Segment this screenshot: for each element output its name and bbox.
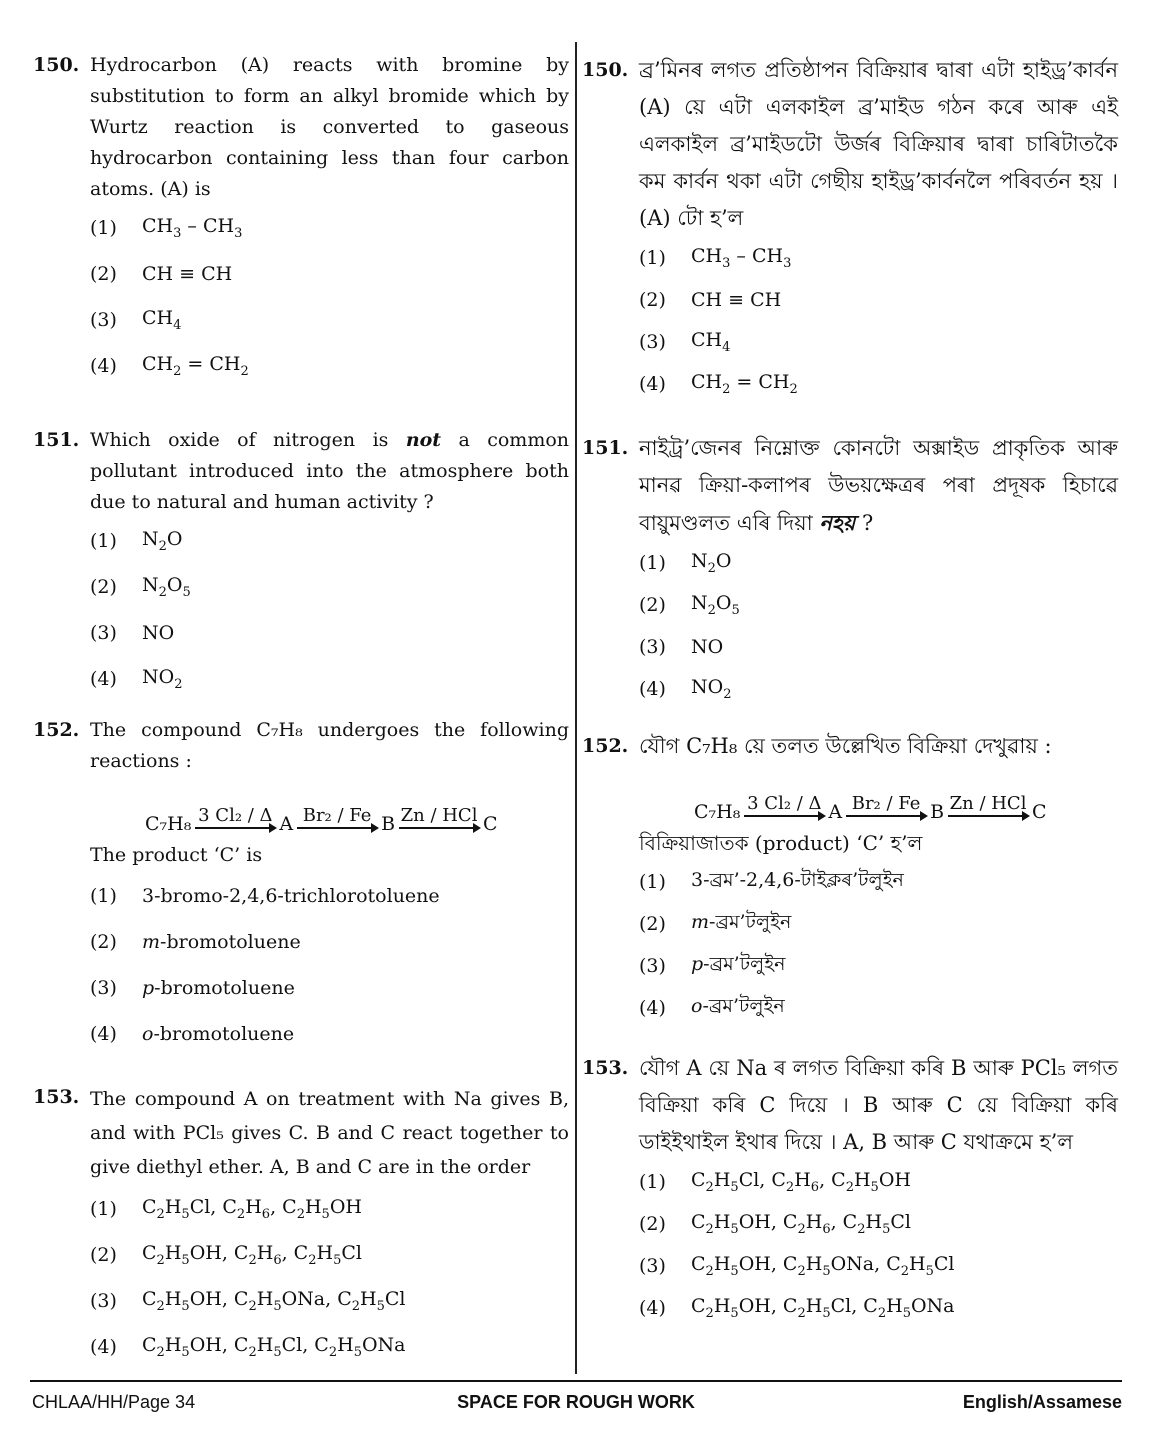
question-number: 152. xyxy=(33,719,80,741)
option-3 xyxy=(639,626,1118,668)
option-number: (4) xyxy=(90,668,117,690)
option-text: $N_2O_5$ xyxy=(691,592,740,618)
question-152 xyxy=(582,728,1118,1029)
question-150 xyxy=(33,50,569,389)
options-list xyxy=(639,542,1118,710)
reaction-arrow xyxy=(846,793,926,817)
option-number: (3) xyxy=(639,636,666,658)
option-number: (3) xyxy=(90,977,117,999)
intermediate: B xyxy=(381,813,396,835)
reaction-arrow xyxy=(195,805,275,829)
reactant: C₇H₈ xyxy=(145,813,192,835)
option-number: (1) xyxy=(639,1171,666,1193)
option-text: m-bromotoluene xyxy=(142,931,301,953)
arrow-line xyxy=(948,815,1028,817)
option-text: CH ≡ CH xyxy=(142,263,233,285)
question-stem xyxy=(90,425,569,518)
question-stem: যৌগ C₇H₈ য়ে তলত উল্লেখিত বিক্ৰিয়া দেখুৱায় : xyxy=(639,734,1052,758)
option-text: o-ব্ৰম’টলুইন xyxy=(691,995,785,1017)
option-number: (1) xyxy=(639,552,666,574)
option-2 xyxy=(639,903,1118,945)
option-1 xyxy=(90,518,569,564)
reagent-label: 3 Cl₂ / Δ xyxy=(198,805,273,826)
question-stem: যৌগ A য়ে Na ৰ লগত বিক্ৰিয়া কৰি B আৰু PCl₅ লগত বিক্ৰিয়া কৰি C দিয়ে । B আৰু C য়ে বিক্ৰিয়া কৰি ডাইইথাইল ইথাৰ দিয়ে । A, B আৰু C যথাক্ৰমে হ’ল xyxy=(639,1056,1118,1154)
option-number: (2) xyxy=(639,913,666,935)
question-152 xyxy=(33,715,569,1057)
options-list xyxy=(90,205,569,389)
intermediate: B xyxy=(930,801,945,823)
product-prompt: বিক্ৰিয়াজাতক (product) ‘C’ হ’ল xyxy=(639,831,923,855)
option-text: m-ব্ৰম’টলুইন xyxy=(691,911,792,933)
option-3 xyxy=(90,965,569,1011)
reaction-scheme xyxy=(694,773,1118,823)
option-2 xyxy=(90,564,569,610)
reaction-scheme xyxy=(145,785,569,835)
option-text: $NO_2$ xyxy=(142,666,183,692)
option-4 xyxy=(639,1287,1118,1329)
question-153 xyxy=(33,1082,569,1370)
column-divider xyxy=(575,42,577,1374)
option-number: (2) xyxy=(639,289,666,311)
page-code: CHLAA/HH/Page 34 xyxy=(32,1392,196,1412)
intermediate: A xyxy=(828,801,843,823)
reagent-label: Br₂ / Fe xyxy=(851,793,921,814)
option-2 xyxy=(639,1203,1118,1245)
question-150 xyxy=(582,52,1118,405)
option-number: (3) xyxy=(639,1255,666,1277)
option-number: (4) xyxy=(90,1336,117,1358)
page-footer xyxy=(30,1380,1122,1432)
option-text: $CH_2 = CH_2$ xyxy=(691,371,798,397)
options-list xyxy=(639,1161,1118,1329)
product-prompt: The product ‘C’ is xyxy=(90,844,263,866)
option-text: $CH_4$ xyxy=(691,329,731,355)
option-3 xyxy=(639,1245,1118,1287)
option-number: (2) xyxy=(90,1244,117,1266)
arrow-line xyxy=(297,827,377,829)
option-3 xyxy=(90,1278,569,1324)
option-number: (1) xyxy=(90,530,117,552)
option-number: (2) xyxy=(90,931,117,953)
option-text: CH ≡ CH xyxy=(691,289,782,311)
question-number: 150. xyxy=(33,54,80,76)
option-text: 3-ব্ৰম’-2,4,6-টাইক্লৰ’টলুইন xyxy=(691,869,904,891)
option-number: (2) xyxy=(90,263,117,285)
stem-text: ? xyxy=(855,511,874,535)
option-number: (3) xyxy=(639,955,666,977)
option-number: (3) xyxy=(639,331,666,353)
stem-text: Which oxide of nitrogen is xyxy=(90,429,406,451)
stem-text: a common pollutant introduced into the atmosphere both due to natural and human activity ? xyxy=(90,429,570,513)
option-1 xyxy=(90,205,569,251)
product: C xyxy=(483,813,498,835)
option-number: (1) xyxy=(639,247,666,269)
option-text: 3-bromo-2,4,6-trichlorotoluene xyxy=(142,885,440,907)
option-text: p-ব্ৰম’টলুইন xyxy=(691,953,786,975)
reaction-arrow xyxy=(297,805,377,829)
options-list xyxy=(90,518,569,702)
option-1 xyxy=(639,542,1118,584)
option-text: $C_2H_5Cl$, $C_2H_6$, $C_2H_5OH$ xyxy=(142,1196,362,1222)
question-stem xyxy=(639,430,1118,542)
option-1 xyxy=(90,873,569,919)
option-3 xyxy=(90,610,569,656)
language-label: English/Assamese xyxy=(962,1392,1122,1412)
option-number: (2) xyxy=(639,594,666,616)
option-text: $C_2H_5OH$, $C_2H_5ONa$, $C_2H_5Cl$ xyxy=(142,1288,406,1314)
option-text: $N_2O_5$ xyxy=(142,574,191,600)
option-2 xyxy=(90,1232,569,1278)
option-4 xyxy=(90,1324,569,1370)
option-text: $C_2H_5OH$, $C_2H_5Cl$, $C_2H_5ONa$ xyxy=(142,1334,406,1360)
stem-emphasis: নহয় xyxy=(819,510,856,535)
arrow-line xyxy=(744,815,824,817)
question-151 xyxy=(582,430,1118,710)
option-text: $C_2H_5OH$, $C_2H_5ONa$, $C_2H_5Cl$ xyxy=(691,1253,955,1279)
arrow-line xyxy=(399,827,479,829)
option-number: (1) xyxy=(90,885,117,907)
option-4 xyxy=(639,668,1118,710)
option-3 xyxy=(639,321,1118,363)
option-number: (3) xyxy=(90,309,117,331)
option-2 xyxy=(639,279,1118,321)
option-text: $C_2H_5OH$, $C_2H_6$, $C_2H_5Cl$ xyxy=(142,1242,362,1268)
option-number: (1) xyxy=(90,217,117,239)
option-text: $CH_4$ xyxy=(142,307,182,333)
question-number: 151. xyxy=(582,437,629,459)
option-text: $N_2O$ xyxy=(142,528,183,554)
option-1 xyxy=(90,1186,569,1232)
option-text: NO xyxy=(691,636,724,658)
option-text: $CH_3 - CH_3$ xyxy=(142,215,243,241)
options-list xyxy=(90,873,569,1057)
option-text: p-bromotoluene xyxy=(142,977,295,999)
option-number: (1) xyxy=(90,1198,117,1220)
option-text: $CH_2 = CH_2$ xyxy=(142,353,249,379)
option-4 xyxy=(90,1011,569,1057)
option-number: (4) xyxy=(639,1297,666,1319)
option-1 xyxy=(639,237,1118,279)
question-151 xyxy=(33,425,569,702)
option-number: (2) xyxy=(90,576,117,598)
arrow-line xyxy=(846,815,926,817)
option-text: $C_2H_5Cl$, $C_2H_6$, $C_2H_5OH$ xyxy=(691,1169,911,1195)
option-1 xyxy=(639,861,1118,903)
question-number: 151. xyxy=(33,429,80,451)
option-number: (4) xyxy=(90,355,117,377)
options-list xyxy=(639,237,1118,405)
product: C xyxy=(1032,801,1047,823)
option-2 xyxy=(90,251,569,297)
option-3 xyxy=(639,945,1118,987)
arrow-line xyxy=(195,827,275,829)
option-number: (1) xyxy=(639,871,666,893)
option-number: (3) xyxy=(90,622,117,644)
reaction-arrow xyxy=(399,805,479,829)
option-text: o-bromotoluene xyxy=(142,1023,295,1045)
stem-text: নাইট্ৰ’জেনৰ নিম্নোক্ত কোনটো অক্সাইড প্ৰাকৃতিক আৰু মানৱ ক্ৰিয়া-কলাপৰ উভয়ক্ষেত্ৰৰ পৰা প্ৰদূষক হিচাৱে বায়ুমণ্ডলত এৰি দিয়া xyxy=(639,436,1118,535)
option-4 xyxy=(639,987,1118,1029)
option-4 xyxy=(90,656,569,702)
intermediate: A xyxy=(279,813,294,835)
option-number: (4) xyxy=(639,373,666,395)
options-list xyxy=(90,1186,569,1370)
option-2 xyxy=(90,919,569,965)
reagent-label: Zn / HCl xyxy=(949,793,1027,814)
option-number: (4) xyxy=(639,997,666,1019)
option-4 xyxy=(90,343,569,389)
reactant: C₇H₈ xyxy=(694,801,741,823)
option-text: $C_2H_5OH$, $C_2H_5Cl$, $C_2H_5ONa$ xyxy=(691,1295,955,1321)
option-4 xyxy=(639,363,1118,405)
reaction-arrow xyxy=(948,793,1028,817)
option-3 xyxy=(90,297,569,343)
question-number: 152. xyxy=(582,735,629,757)
question-number: 150. xyxy=(582,59,629,81)
option-number: (2) xyxy=(639,1213,666,1235)
option-number: (3) xyxy=(90,1290,117,1312)
reaction-arrow xyxy=(744,793,824,817)
question-number: 153. xyxy=(582,1057,629,1079)
stem-emphasis: not xyxy=(405,429,442,451)
option-text: $C_2H_5OH$, $C_2H_6$, $C_2H_5Cl$ xyxy=(691,1211,911,1237)
question-number: 153. xyxy=(33,1086,80,1108)
option-text: $CH_3 - CH_3$ xyxy=(691,245,792,271)
reagent-label: Br₂ / Fe xyxy=(302,805,372,826)
question-stem: The compound C₇H₈ undergoes the following reactions : xyxy=(90,719,569,772)
option-text: NO xyxy=(142,622,175,644)
option-1 xyxy=(639,1161,1118,1203)
question-stem: Hydrocarbon (A) reacts with bromine by substitution to form an alkyl bromide which by Wurtz reaction is converted to gaseous hydrocarbon containing less than four carbon atoms. (A) is xyxy=(90,54,569,200)
question-stem: ব্ৰ’মিনৰ লগত প্ৰতিষ্ঠাপন বিক্ৰিয়াৰ দ্বাৰা এটা হাইড্ৰ’কাৰ্বন (A) য়ে এটা এলকাইল ব্ৰ’মাইড গঠন কৰে আৰু এই এলকাইল ব্ৰ’মাইডটো উৰ্জৰ বিক্ৰিয়াৰ দ্বাৰা চাৰিটাতকৈ কম কাৰ্বন থকা এটা গেছীয় হাইড্ৰ’কাৰ্বনলৈ পৰিবৰ্তন হয় । (A) টো হ’ল xyxy=(639,58,1118,230)
option-text: $N_2O$ xyxy=(691,550,732,576)
option-text: $NO_2$ xyxy=(691,676,732,702)
reagent-label: Zn / HCl xyxy=(400,805,478,826)
option-number: (4) xyxy=(639,678,666,700)
options-list xyxy=(639,861,1118,1029)
rough-work-label: SPACE FOR ROUGH WORK xyxy=(457,1392,695,1412)
option-number: (4) xyxy=(90,1023,117,1045)
question-153 xyxy=(582,1050,1118,1329)
question-stem: The compound A on treatment with Na gives B, and with PCl₅ gives C. B and C react together to give diethyl ether. A, B and C are in the order xyxy=(90,1088,569,1178)
option-2 xyxy=(639,584,1118,626)
reagent-label: 3 Cl₂ / Δ xyxy=(747,793,822,814)
